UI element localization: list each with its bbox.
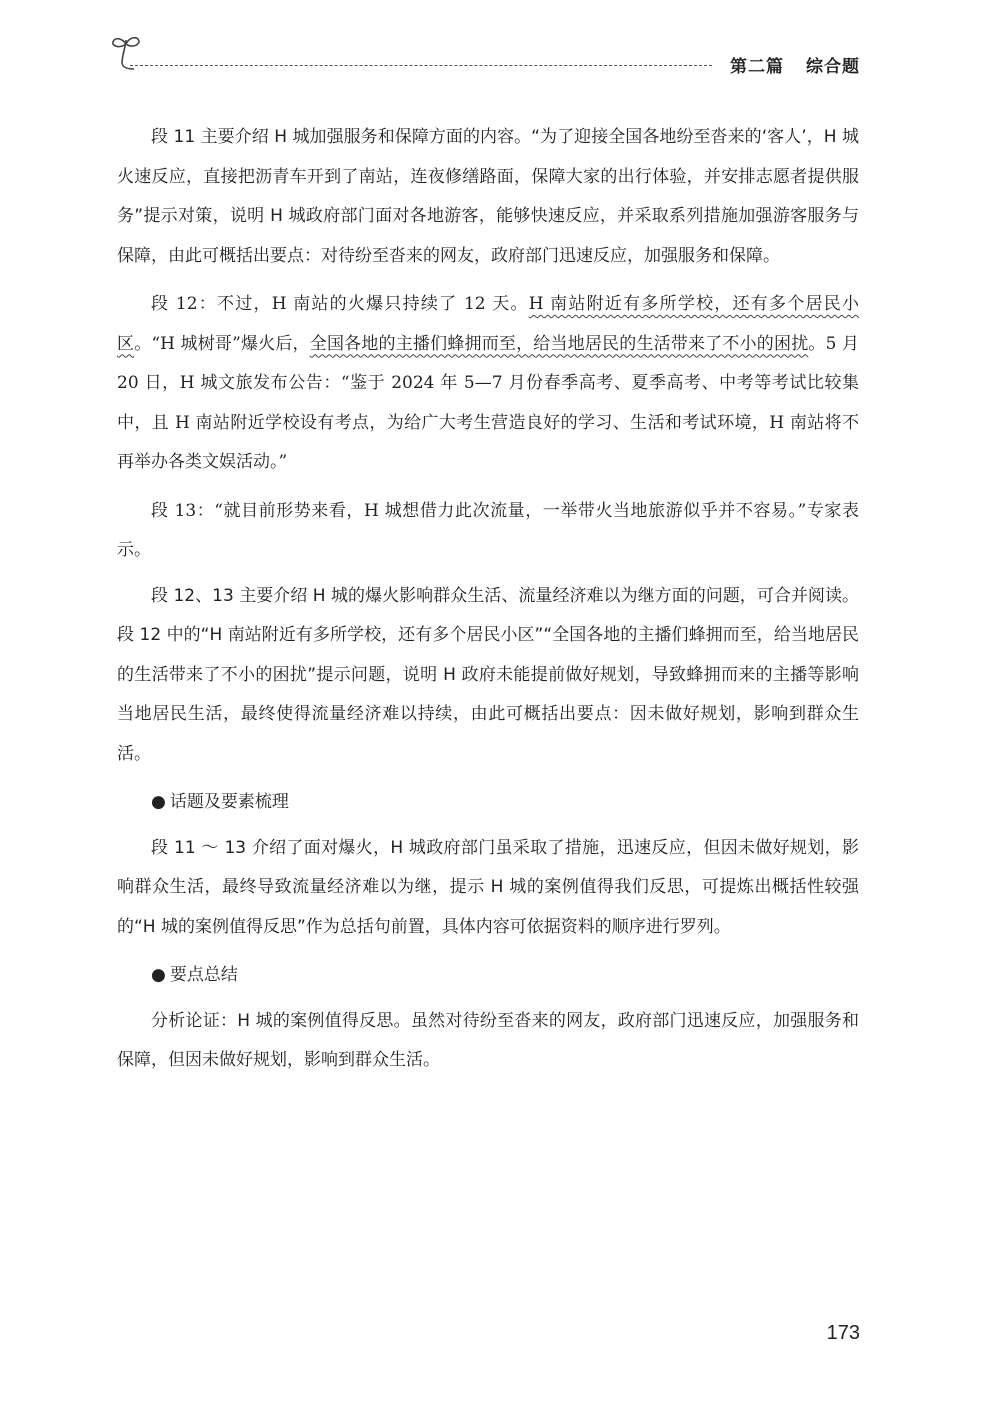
paragraph-12-text-a: 段 12：不过，H 南站的火爆只持续了 12 天。 [151, 294, 529, 314]
bullet-heading-summary [117, 956, 859, 996]
bullet-dot: ● [151, 792, 166, 812]
underlined-phrase-schools: H 南站附近有多所学校，还有多个居民小区 [117, 294, 859, 354]
bullet-dot: ● [151, 965, 166, 985]
page-body [117, 118, 859, 1090]
paragraph-12-13-analysis: 段 12、13 主要介绍 H 城的爆火影响群众生活、流量经济难以为继方面的问题，可合并阅读。段 12 中的“H 南站附近有多所学校，还有多个居民小区”“全国各地的主播们蜂拥而至，给当地居民的生活带来了不小的困扰”提示问题，说明 H 政府未能提前做好规划，导致蜂拥而来的主播等影响当地居民生活，最终使得流量经济难以持续，由此可概括出要点：因未做好规划，影响到群众生活。 [117, 585, 859, 764]
paragraph-12-text-c: 。5 月 20 日，H 城文旅发布公告：“鉴于 2024 年 5—7 月份春季高考、夏季高考、中考等考试比较集中，且 H 南站附近学校设有考点，为给广大考生营造良好的学习、生活和考试环境，H 南站将不再举办各类文娱活动。” [117, 333, 859, 472]
bullet-heading-summary-text: 要点总结 [169, 965, 238, 985]
paragraph-topic-analysis: 段 11 ～ 13 介绍了面对爆火，H 城政府部门虽采取了措施，迅速反应，但因未做好规划，影响群众生活，最终导致流量经济难以为继，提示 H 城的案例值得我们反思，可提炼出概括性较强的“H 城的案例值得反思”作为总括句前置，具体内容可依据资料的顺序进行罗列。 [117, 837, 859, 937]
paragraph-11-analysis: 段 11 主要介绍 H 城加强服务和保障方面的内容。“为了迎接全国各地纷至沓来的‘客人’，H 城火速反应，直接把沥青车开到了南站，连夜修缮路面，保障大家的出行体验，并安排志愿者提供服务”提示对策，说明 H 城政府部门面对各地游客，能够快速反应，并采取系列措施加强游客服务与保障，由此可概括出要点：对待纷至沓来的网友，政府部门迅速反应，加强服务和保障。 [117, 127, 859, 266]
paragraph-summary: 分析论证：H 城的案例值得反思。虽然对待纷至沓来的网友，政府部门迅速反应，加强服务和保障，但因未做好规划，影响到群众生活。 [117, 1010, 859, 1070]
bullet-heading-topic [117, 783, 859, 823]
header-rule [130, 65, 712, 66]
page-number: 173 [826, 1322, 860, 1344]
paragraph-12-text-b: 。“H 城树哥”爆火后， [134, 333, 310, 354]
section-label: 综合题 [806, 57, 860, 77]
paragraph-13-source: 段 13：“就目前形势来看，H 城想借力此次流量，一举带火当地旅游似乎并不容易。”专家表示。 [117, 500, 859, 560]
bullet-heading-topic-text: 话题及要素梳理 [169, 792, 289, 812]
paragraph-12-source [117, 285, 859, 483]
section-heading [730, 52, 860, 77]
page-header [112, 30, 860, 82]
underlined-phrase-streamers: 全国各地的主播们蜂拥而至，给当地居民的生活带来了不小的困扰 [309, 333, 809, 354]
part-label: 第二篇 [730, 57, 784, 77]
